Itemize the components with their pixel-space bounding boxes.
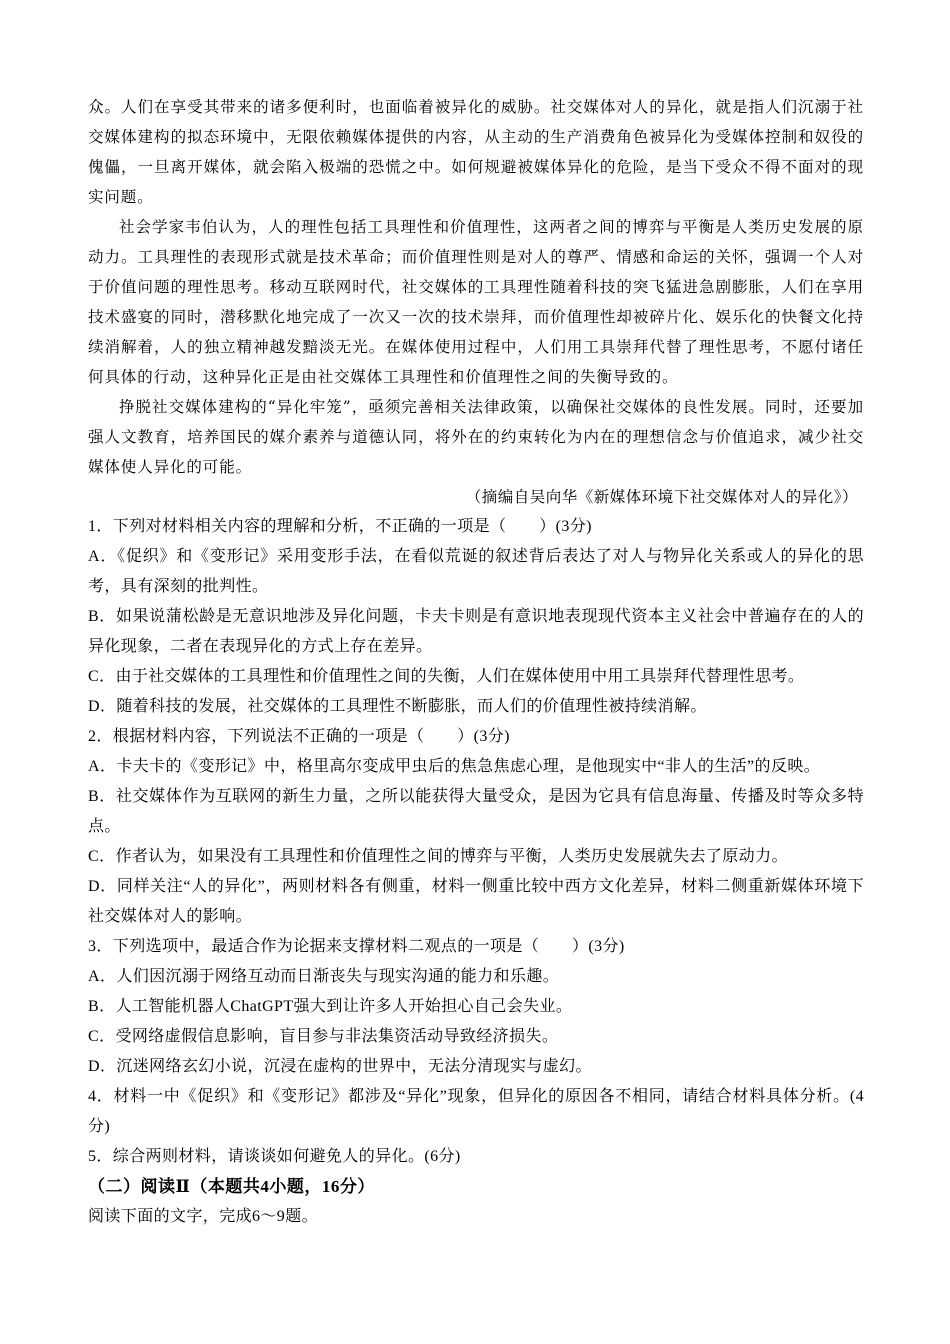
question-list xyxy=(88,512,864,1172)
answer-option: A．《促织》和《变形记》采用变形手法，在看似荒诞的叙述背后表达了对人与物异化关系或人的异化的思考，具有深刻的批判性。 xyxy=(88,548,864,595)
answer-option: B．如果说蒲松龄是无意识地涉及异化问题，卡夫卡则是有意识地表现现代资本主义社会中普遍存在的人的异化现象，二者在表现异化的方式上存在差异。 xyxy=(88,608,864,655)
answer-option: D．沉迷网络玄幻小说，沉浸在虚构的世界中，无法分清现实与虚幻。 xyxy=(88,1058,592,1075)
question-stem: 5．综合两则材料，请谈谈如何避免人的异化。(6分) xyxy=(88,1148,461,1165)
answer-option: D．同样关注“人的异化”，两则材料各有侧重，材料一侧重比较中西方文化差异，材料二侧重新媒体环境下社交媒体对人的影响。 xyxy=(88,878,864,925)
answer-option: A．人们因沉溺于网络互动而日渐丧失与现实沟通的能力和乐趣。 xyxy=(88,968,560,985)
question-stem: 1．下列对材料相关内容的理解和分析，不正确的一项是（ ）(3分) xyxy=(88,518,592,535)
answer-option: C．由于社交媒体的工具理性和价值理性之间的失衡，人们在媒体使用中用工具崇拜代替理性思考。 xyxy=(88,668,805,685)
reading-instruction: 阅读下面的文字，完成6～9题。 xyxy=(88,1208,319,1225)
answer-option: B．人工智能机器人ChatGPT强大到让许多人开始担心自己会失业。 xyxy=(88,998,573,1015)
question-stem: 3．下列选项中，最适合作为论据来支撑材料二观点的一项是（ ）(3分) xyxy=(88,938,625,955)
passage xyxy=(88,92,864,482)
source-citation: （摘编自吴向华《新媒体环境下社交媒体对人的异化》） xyxy=(465,488,858,506)
answer-option: C．受网络虚假信息影响，盲目参与非法集资活动导致经济损失。 xyxy=(88,1028,559,1045)
passage-paragraph: 挣脱社交媒体建构的“异化牢笼”，亟须完善相关法律政策，以确保社交媒体的良性发展。同时，还要加强人文教育，培养国民的媒介素养与道德认同，将外在的约束转化为内在的理想信念与价值追求，减少社交媒体使人异化的可能。 xyxy=(88,398,864,476)
section-heading: （二）阅读Ⅱ（本题共4小题，16分） xyxy=(88,1177,375,1196)
passage-paragraph: 众。人们在享受其带来的诸多便利时，也面临着被异化的威胁。社交媒体对人的异化，就是指人们沉溺于社交媒体建构的拟态环境中，无限依赖媒体提供的内容，从主动的生产消费角色被异化为受媒体控制和奴役的傀儡，一旦离开媒体，就会陷入极端的恐慌之中。如何规避被媒体异化的危险，是当下受众不得不面对的现实问题。 xyxy=(88,98,864,206)
page-content xyxy=(88,92,864,1232)
passage-paragraph: 社会学家韦伯认为，人的理性包括工具理性和价值理性，这两者之间的博弈与平衡是人类历史发展的原动力。工具理性的表现形式就是技术革命；而价值理性则是对人的尊严、情感和命运的关怀，强调一个人对于价值问题的理性思考。移动互联网时代，社交媒体的工具理性随着科技的突飞猛进急剧膨胀，人们在享用技术盛宴的同时，潜移默化地完成了一次又一次的技术崇拜，而价值理性却被碎片化、娱乐化的快餐文化持续消解着，人的独立精神越发黯淡无光。在媒体使用过程中，人们用工具崇拜代替了理性思考，不愿付诸任何具体的行动，这种异化正是由社交媒体工具理性和价值理性之间的失衡导致的。 xyxy=(88,218,864,386)
answer-option: D．随着科技的发展，社交媒体的工具理性不断膨胀，而人们的价值理性被持续消解。 xyxy=(88,698,707,715)
question-stem: 4．材料一中《促织》和《变形记》都涉及“异化”现象，但异化的原因各不相同，请结合材料具体分析。(4分) xyxy=(88,1088,864,1135)
answer-option: B．社交媒体作为互联网的新生力量，之所以能获得大量受众，是因为它具有信息海量、传播及时等众多特点。 xyxy=(88,788,864,835)
question-stem: 2．根据材料内容，下列说法不正确的一项是（ ）(3分) xyxy=(88,728,510,745)
answer-option: A．卡夫卡的《变形记》中，格里高尔变成甲虫后的焦急焦虑心理，是他现实中“非人的生活”的反映。 xyxy=(88,758,821,775)
answer-option: C．作者认为，如果没有工具理性和价值理性之间的博弈与平衡，人类历史发展就失去了原动力。 xyxy=(88,848,788,865)
